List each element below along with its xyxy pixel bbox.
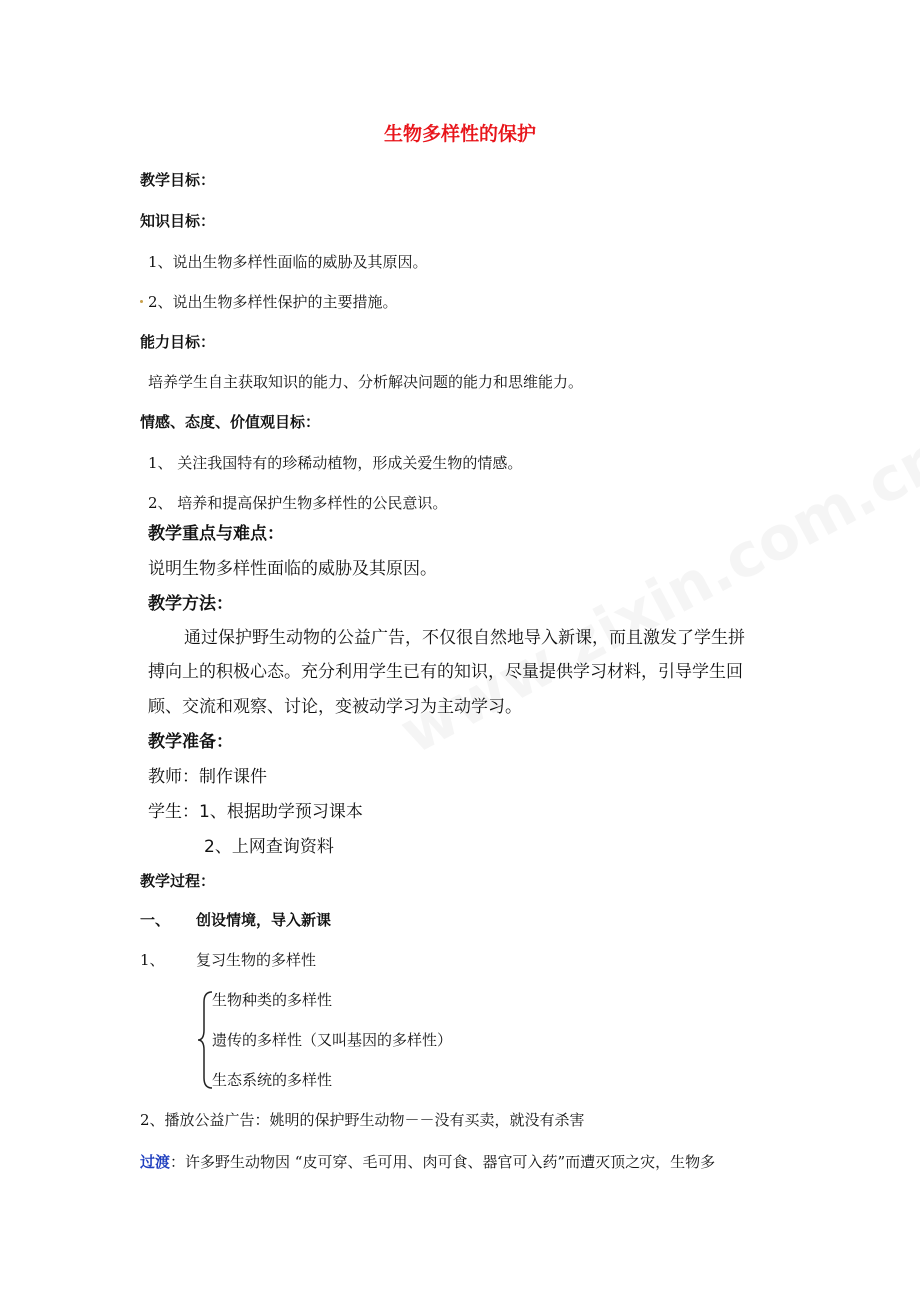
heading-focus: 教学重点与难点： [148, 524, 284, 544]
focus-text: 说明生物多样性面临的威胁及其原因。 [148, 559, 437, 579]
emotion-item-2: 2、 培养和提高保护生物多样性的公民意识。 [148, 494, 448, 512]
heading-preparation: 教学准备： [148, 732, 233, 752]
ability-item: 培养学生自主获取知识的能力、分析解决问题的能力和思维能力。 [148, 373, 584, 391]
knowledge-item-1: 1、说出生物多样性面临的威胁及其原因。 [148, 253, 428, 271]
heading-knowledge-goals: 知识目标： [140, 212, 216, 230]
method-paragraph-line-1: 通过保护野生动物的公益广告，不仅很自然地导入新课，而且激发了学生拼 [184, 628, 745, 648]
diversity-type-2: 遗传的多样性（又叫基因的多样性） [212, 1031, 453, 1049]
prep-student-2: 2、上网查询资料 [204, 837, 334, 857]
step-1-title: 创设情境，导入新课 [196, 911, 332, 929]
heading-process: 教学过程： [140, 872, 216, 890]
method-paragraph-line-3: 顾、交流和观察、讨论，变被动学习为主动学习。 [148, 697, 522, 717]
heading-ability-goals: 能力目标： [140, 333, 216, 351]
heading-method: 教学方法： [148, 594, 233, 614]
substep-1-number: 1、 [140, 951, 165, 969]
substep-2-text: 2、播放公益广告：姚明的保护野生动物－－没有买卖，就没有杀害 [140, 1111, 585, 1129]
watermark [389, 422, 920, 768]
transition-paragraph [140, 1152, 715, 1172]
diversity-type-1: 生物种类的多样性 [212, 991, 333, 1009]
page-title: 生物多样性的保护 [383, 123, 536, 145]
transition-text: ：许多野生动物因 “皮可穿、毛可用、肉可食、器官可入药”而遭灭顶之灾，生物多 [170, 1153, 716, 1171]
knowledge-item-2: 2、说出生物多样性保护的主要措施。 [148, 293, 398, 311]
diversity-type-3: 生态系统的多样性 [212, 1071, 333, 1089]
heading-teaching-goals: 教学目标： [140, 171, 216, 189]
emotion-item-1: 1、 关注我国特有的珍稀动植物，形成关爱生物的情感。 [148, 454, 523, 472]
heading-emotion-goals: 情感、态度、价值观目标： [140, 413, 321, 431]
method-paragraph-line-2: 搏向上的积极心态。充分利用学生已有的知识，尽量提供学习材料，引导学生回 [148, 662, 743, 682]
prep-teacher: 教师：制作课件 [148, 767, 267, 787]
substep-1-text: 复习生物的多样性 [196, 951, 317, 969]
stray-mark [140, 300, 143, 303]
transition-label: 过渡 [140, 1153, 171, 1171]
prep-student-1: 学生：1、根据助学预习课本 [148, 802, 363, 822]
step-1-number: 一、 [140, 911, 171, 929]
